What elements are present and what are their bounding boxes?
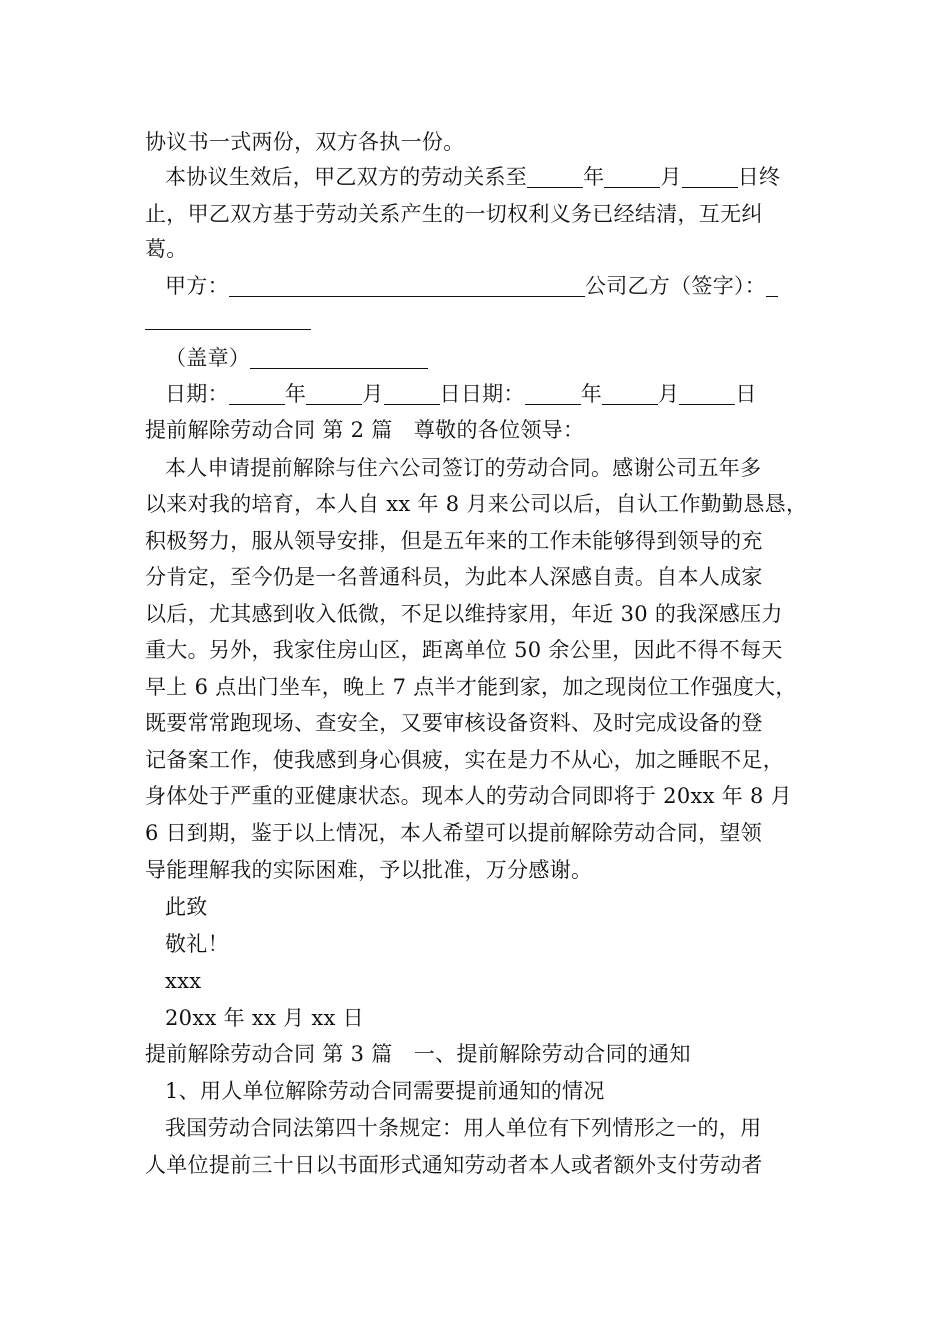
text: 敬礼！ bbox=[165, 932, 229, 956]
text: 年 bbox=[284, 382, 307, 406]
text: 6 日到期，鉴于以上情况，本人希望可以提前解除劳动合同，望领 bbox=[145, 821, 763, 845]
fill-blank bbox=[604, 167, 660, 188]
text: 1、用人单位解除劳动合同需要提前通知的情况 bbox=[165, 1079, 605, 1103]
text: 早上 6 点出门坐车，晚上 7 点半才能到家，加之现岗位工作强度大， bbox=[145, 675, 797, 699]
text: 身体处于严重的亚健康状态。现本人的劳动合同即将于 20xx 年 8 月 bbox=[145, 784, 792, 808]
fill-blank bbox=[229, 384, 285, 405]
fill-blank bbox=[602, 384, 658, 405]
text: 日终 bbox=[737, 165, 781, 189]
text-line bbox=[145, 673, 797, 701]
text-line bbox=[165, 893, 208, 921]
text: 年 bbox=[580, 382, 603, 406]
text: 导能理解我的实际困难，予以批准，万分感谢。 bbox=[145, 858, 593, 882]
text: 本人申请提前解除与住六公司签订的劳动合同。感谢公司五年多 bbox=[165, 456, 762, 480]
text: 分肯定，至今仍是一名普通科员，为此本人深感自责。自本人成家 bbox=[145, 565, 763, 589]
text: 以后，尤其感到收入低微，不足以维持家用，年近 30 的我深感压力 bbox=[145, 602, 783, 626]
section-heading bbox=[145, 416, 584, 444]
text: 重大。另外，我家住房山区，距离单位 50 余公里，因此不得不每天 bbox=[145, 638, 783, 662]
text-line bbox=[165, 344, 428, 372]
text: 协议书一式两份，双方各执一份。 bbox=[145, 130, 465, 154]
text: 既要常常跑现场、查安全，又要审核设备资料、及时完成设备的登 bbox=[145, 711, 763, 735]
text-line bbox=[145, 563, 763, 591]
text-line bbox=[145, 709, 763, 737]
text-line bbox=[165, 163, 780, 191]
signature-name bbox=[165, 967, 201, 995]
fill-blank bbox=[306, 384, 362, 405]
signature-blank bbox=[229, 276, 585, 297]
text-line bbox=[145, 305, 311, 333]
text-line bbox=[145, 128, 465, 156]
text: 此致 bbox=[165, 895, 208, 919]
text: 日 bbox=[735, 382, 757, 406]
text-line bbox=[165, 454, 761, 482]
text: 月 bbox=[658, 382, 680, 406]
text: 记备案工作，使我感到身心俱疲，实在是力不从心，加之睡眠不足， bbox=[145, 748, 784, 772]
text-line bbox=[165, 380, 757, 408]
signature-blank bbox=[145, 309, 311, 330]
fill-blank bbox=[525, 384, 581, 405]
text: 20xx 年 xx 月 xx 日 bbox=[165, 1006, 364, 1030]
text-line bbox=[145, 819, 762, 847]
text-line bbox=[145, 782, 792, 810]
text-line bbox=[165, 272, 778, 300]
text: 日期： bbox=[165, 382, 229, 406]
text: 止，甲乙双方基于劳动关系产生的一切权利义务已经结清，互无纠 bbox=[145, 202, 763, 226]
seal-blank bbox=[250, 348, 428, 369]
text-line bbox=[145, 490, 807, 518]
text: 葛。 bbox=[145, 237, 188, 261]
text: 我国劳动合同法第四十条规定：用人单位有下列情形之一的，用 bbox=[165, 1116, 762, 1140]
text: xxx bbox=[165, 969, 202, 993]
text-line bbox=[145, 1151, 763, 1179]
text-line bbox=[165, 1114, 761, 1142]
signature-blank bbox=[766, 276, 778, 297]
text-line bbox=[145, 746, 784, 774]
text: 公司乙方（签字）： bbox=[584, 274, 767, 298]
text-line bbox=[145, 200, 763, 228]
text: 月 bbox=[362, 382, 384, 406]
text-line bbox=[145, 856, 592, 884]
section-heading bbox=[145, 1040, 691, 1068]
text-line bbox=[165, 1077, 605, 1105]
text-line bbox=[145, 235, 188, 263]
fill-blank bbox=[682, 167, 738, 188]
text-line bbox=[145, 636, 783, 664]
text: 提前解除劳动合同 第 3 篇 一、提前解除劳动合同的通知 bbox=[145, 1042, 691, 1066]
text-line bbox=[145, 527, 763, 555]
fill-blank bbox=[527, 167, 583, 188]
signature-date bbox=[165, 1004, 364, 1032]
text: 月 bbox=[660, 165, 682, 189]
text: （盖章） bbox=[165, 346, 251, 370]
text: 本协议生效后，甲乙双方的劳动关系至 bbox=[165, 165, 528, 189]
text: 甲方： bbox=[165, 274, 229, 298]
text-line bbox=[165, 930, 229, 958]
text: 人单位提前三十日以书面形式通知劳动者本人或者额外支付劳动者 bbox=[145, 1153, 763, 1177]
text-line bbox=[145, 600, 783, 628]
text: 日日期： bbox=[439, 382, 525, 406]
text: 提前解除劳动合同 第 2 篇 尊敬的各位领导： bbox=[145, 418, 585, 442]
text: 年 bbox=[583, 165, 605, 189]
text: 积极努力，服从领导安排，但是五年来的工作未能够得到领导的充 bbox=[145, 529, 763, 553]
text: 以来对我的培育，本人自 xx 年 8 月来公司以后，自认工作勤勤恳恳， bbox=[145, 492, 808, 516]
fill-blank bbox=[384, 384, 440, 405]
fill-blank bbox=[679, 384, 735, 405]
